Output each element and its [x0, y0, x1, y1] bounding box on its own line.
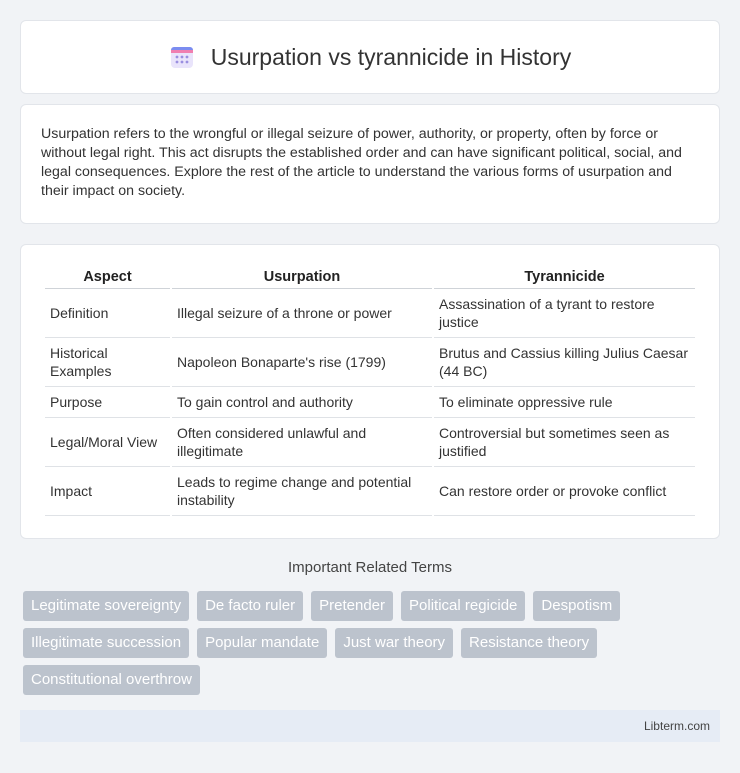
table-row [45, 387, 695, 418]
table-cell: To eliminate oppressive rule [434, 387, 695, 418]
related-terms-list [23, 591, 723, 695]
table-cell: Impact [45, 467, 170, 516]
table-cell: Brutus and Cassius killing Julius Caesar (44 BC) [434, 338, 695, 387]
header-usurpation: Usurpation [172, 265, 432, 289]
footer-site-link[interactable]: Libterm.com [643, 719, 710, 733]
table-row [45, 289, 695, 338]
table-row [45, 418, 695, 467]
related-term-tag[interactable]: Pretender [311, 591, 393, 621]
intro-text: Usurpation refers to the wrongful or illegal seizure of power, authority, or property, often by force or without legal right. This act disrupts the established order and can have significant political, social, and legal consequences. Explore the rest of the article to understand the various forms of usurpation and their impact on society. [41, 126, 682, 199]
related-term-tag[interactable]: Despotism [533, 591, 620, 621]
table-row [45, 467, 695, 516]
related-terms-title: Important Related Terms [288, 559, 452, 576]
header-tyrannicide: Tyrannicide [434, 265, 695, 289]
related-term-tag[interactable]: Political regicide [401, 591, 525, 621]
table-cell: Can restore order or provoke conflict [434, 467, 695, 516]
table-cell: Legal/Moral View [45, 418, 170, 467]
calendar-icon [169, 44, 195, 70]
table-cell: Historical Examples [45, 338, 170, 387]
table-cell: Leads to regime change and potential instability [172, 467, 432, 516]
related-term-tag[interactable]: De facto ruler [197, 591, 303, 621]
table-header-row [45, 265, 695, 289]
related-term-tag[interactable]: Constitutional overthrow [23, 665, 200, 695]
table-row [45, 338, 695, 387]
related-term-tag[interactable]: Just war theory [335, 628, 453, 658]
table-cell: Purpose [45, 387, 170, 418]
comparison-table [43, 265, 697, 516]
table-cell: Controversial but sometimes seen as justified [434, 418, 695, 467]
table-cell: Definition [45, 289, 170, 338]
table-cell: To gain control and authority [172, 387, 432, 418]
table-cell: Napoleon Bonaparte's rise (1799) [172, 338, 432, 387]
intro-card [20, 104, 720, 224]
footer [20, 710, 720, 742]
table-cell: Often considered unlawful and illegitimate [172, 418, 432, 467]
table-cell: Illegal seizure of a throne or power [172, 289, 432, 338]
related-term-tag[interactable]: Illegitimate succession [23, 628, 189, 658]
table-cell: Assassination of a tyrant to restore justice [434, 289, 695, 338]
comparison-table-card [20, 244, 720, 539]
related-term-tag[interactable]: Resistance theory [461, 628, 597, 658]
page-title: Usurpation vs tyrannicide in History [210, 43, 572, 70]
header-aspect: Aspect [45, 265, 170, 289]
title-card [20, 20, 720, 94]
related-term-tag[interactable]: Popular mandate [197, 628, 327, 658]
related-term-tag[interactable]: Legitimate sovereignty [23, 591, 189, 621]
